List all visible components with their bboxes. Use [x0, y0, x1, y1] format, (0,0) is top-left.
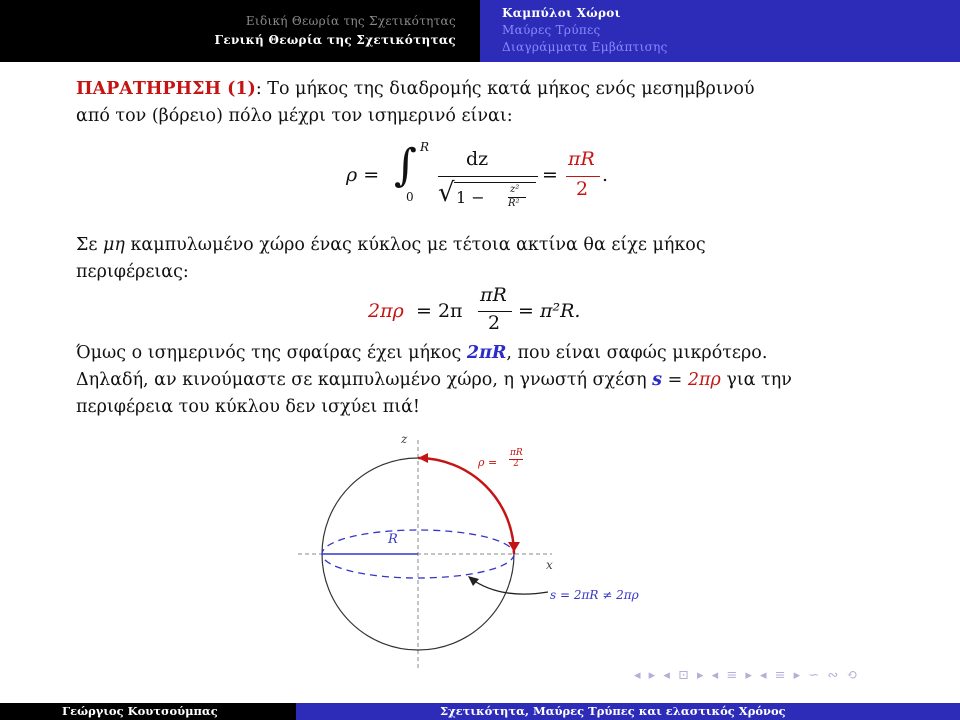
eq1-numerator: dz	[466, 148, 489, 170]
p4-s: s	[652, 370, 663, 390]
header-section-general-relativity[interactable]: Γενική Θεωρία της Σχετικότητας	[214, 33, 456, 47]
p2-line2: περιφέρειας:	[76, 262, 189, 282]
footer-author-bar	[0, 703, 296, 720]
x-axis-label: x	[546, 558, 553, 572]
footer-author: Γεώργιος Κουτσούμπας	[62, 704, 218, 718]
eq1-sqrt: √	[438, 178, 455, 208]
eq1-lhs: ρ =	[346, 164, 380, 186]
rho-label-den: 2	[513, 459, 519, 469]
rho-label-num: πR	[510, 448, 523, 458]
eq1-result-den: 2	[576, 178, 589, 200]
p3-a: Όμως ο ισημερινός της σφαίρας έχει μήκος	[76, 343, 467, 363]
footer-title-bar	[296, 703, 960, 720]
eq1-result-num: πR	[568, 148, 595, 170]
eq2-den: 2	[488, 312, 501, 334]
eq2-eq2: = π²R.	[518, 300, 581, 322]
z-axis-label: z	[401, 432, 408, 446]
eq1-den-num: z²	[510, 184, 520, 195]
beamer-navigation[interactable]: ◂ ▸ ◂ ⊡ ▸ ◂ ≡ ▸ ◂ ≡ ▸ ∽ ∾ ⟲	[634, 668, 860, 683]
p4-c: για την	[720, 370, 792, 390]
meridian-arc	[418, 458, 514, 554]
p4-eq: =	[662, 370, 688, 390]
eq1-lower-limit: 0	[406, 190, 414, 204]
header-sub-curved-spaces[interactable]: Καμπύλοι Χώροι	[502, 6, 621, 20]
remark-text-line2: από τον (βόρειο) πόλο μέχρι τον ισημερινό είναι:	[76, 106, 513, 126]
eq1-den-prefix: 1 −	[456, 188, 485, 207]
eq1-upper-limit: R	[420, 140, 430, 154]
header-sub-black-holes[interactable]: Μαύρες Τρύπες	[502, 23, 601, 37]
p3-2piR: 2πR	[466, 343, 507, 363]
p4-a: Δηλαδή, αν κινούμαστε σε καμπυλωμένο χώρο, η γνωστή σχέση	[76, 370, 653, 390]
remark-text: : Το μήκος της διαδρομής κατά μήκος ενός μεσημβρινού	[255, 79, 755, 99]
eq2-lhs: 2πρ	[368, 300, 404, 322]
s-relation-label: s = 2πR ≠ 2πρ	[550, 588, 639, 602]
eq2-num: πR	[480, 284, 507, 306]
eq1-dot: .	[602, 164, 609, 186]
p3-c: , που είναι σαφώς μικρότερο.	[506, 343, 768, 363]
meridian-arc-start	[418, 453, 428, 463]
p4-2pirho: 2πρ	[687, 370, 721, 390]
header-sub-embedding-diagrams[interactable]: Διαγράμματα Εμβάπτισης	[502, 40, 668, 54]
p2-not: μη	[103, 235, 125, 255]
eq1-den-den: R²	[508, 198, 520, 209]
footer-title: Σχετικότητα, Μαύρες Τρύπες και ελαστικός Χρόνος	[440, 704, 786, 718]
eq2-eq1: = 2π	[416, 300, 463, 322]
p2-rest: καμπυλωμένο χώρο ένας κύκλος με τέτοια ακτίνα θα είχε μήκος	[124, 235, 706, 255]
radius-label: R	[388, 532, 398, 547]
p2-pre: Σε	[76, 235, 104, 255]
eq1-equals: =	[542, 164, 558, 186]
header-section-special-relativity[interactable]: Ειδική Θεωρία της Σχετικότητας	[245, 14, 456, 28]
pointer-arrow-head	[468, 576, 479, 586]
p5: περιφέρεια του κύκλου δεν ισχύει πιά!	[76, 397, 420, 417]
eq1-integral-sign: ∫	[394, 140, 417, 191]
rho-label-lhs: ρ =	[478, 456, 498, 469]
remark-label: ΠΑΡΑΤΗΡΗΣΗ (1)	[76, 79, 256, 99]
